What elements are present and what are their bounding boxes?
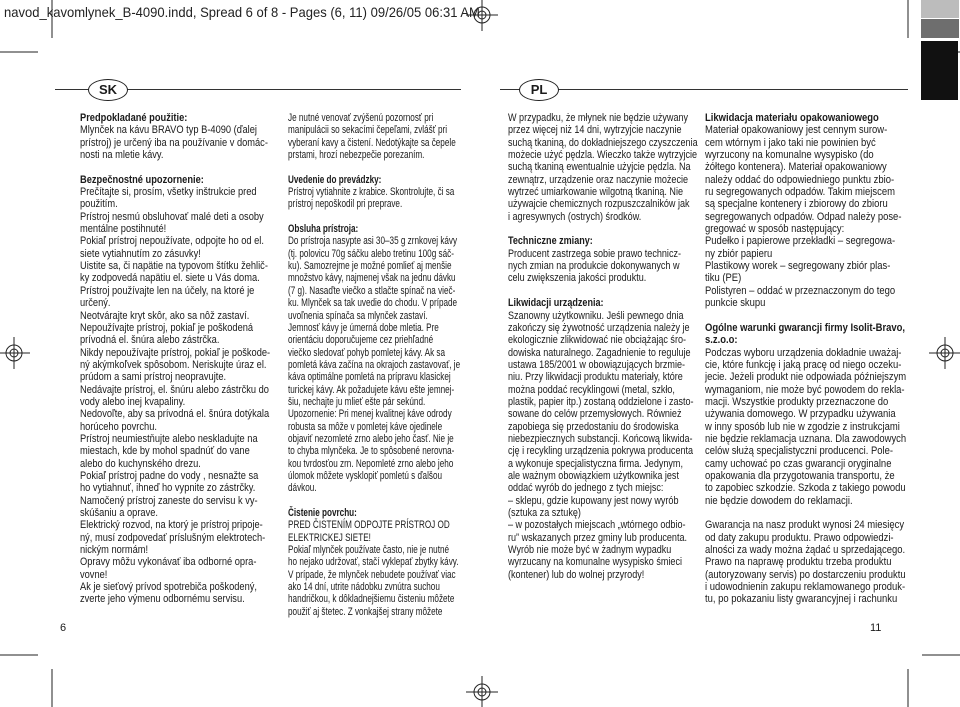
color-bar-mid-gray (921, 19, 959, 38)
text-line: Wyrób nie może być w żadnym wypadku (508, 544, 672, 557)
text-line: suchą tkaniną, do dokładniejszego czyszczenia (508, 136, 698, 149)
text-block (705, 322, 906, 507)
text-line: prúdom a sami prístroj neopravujte. (80, 371, 227, 384)
text-line: prístroj) je určený iba na používanie v domác- (80, 136, 268, 149)
text-line: Polistyren – oddać w przeznaczonym do tego (705, 284, 896, 297)
text-line: plastik, papier itp.) zostaną oddzielone i zasto- (508, 395, 694, 408)
text-line: Upozornenie: Pri menej kvalitnej káve odrody (288, 408, 452, 421)
section-heading: Likwidacji urządzenia: (508, 297, 604, 310)
text-line: przez więcej niż 14 dni, wytrzyjcie naczynie (508, 124, 682, 137)
text-line: ky zodpovedá napätiu el. siete u Vás doma. (80, 272, 260, 285)
text-line: należy oddać do odpowiedniego punktu zbio- (705, 173, 895, 186)
section-heading: Bezpečnostné upozornenie: (80, 173, 204, 186)
text-line: niu. Przy likwidacji produktu materiały, które (508, 371, 683, 384)
text-line: Gwarancja na nasz produkt wynosi 24 miesięcy (705, 519, 905, 532)
text-block (508, 297, 698, 581)
text-line: miestach, kde by mohol spadnúť do vane (80, 445, 250, 458)
header-rule-right (500, 89, 908, 90)
text-line: Je nutné venovať zvýšenú pozornosť pri (288, 112, 434, 124)
text-line: použiť aj štetec. Z vonkajšej strany môžete (288, 605, 443, 618)
text-line: Pudełko i papierowe przekładki – segregowa- (705, 235, 896, 248)
text-line: wymaganiom, nie może być powodem do rekla- (705, 383, 905, 396)
text-line: ale ważnym obowiązkiem użytkownika jest (508, 469, 679, 482)
text-line: určený. (80, 297, 111, 310)
text-line: ný, musí zodpovedať príslušným elektrotech- (80, 531, 266, 544)
text-line: oddać wyrób do jednego z tych miejsc: (508, 482, 664, 495)
text-block (288, 507, 460, 618)
text-line: zewnątrz, urządzenie oraz naczynie możecie (508, 173, 689, 186)
section-heading: Ogólne warunki gwarancji firmy Isolit-Bravo, (705, 321, 906, 334)
text-line: nickým normám! (80, 544, 149, 557)
text-line: Materiał opakowaniowy jest cennym surow- (705, 124, 888, 137)
text-line: Prístroj vytiahnite z krabice. Skontrolujte, či sa (288, 186, 455, 199)
page-number-left: 6 (60, 622, 67, 634)
text-line: – sklepu, gdzie kupowany jest nowy wyrób (508, 494, 679, 507)
text-block (288, 112, 460, 161)
text-line: camy uchować po czas gwarancji oryginalne (705, 457, 892, 470)
page-number-right: 11 (870, 622, 882, 634)
text-line: zverte jeho výmenu odbornému servisu. (80, 593, 245, 606)
text-line: horúceho povrchu. (80, 420, 157, 433)
text-line: Prawo na naprawę produktu trzeba produktu (705, 556, 892, 569)
text-line: siete vytiahnutím zo zásuvky! (80, 247, 201, 260)
text-line: prívodná el. šnúra alebo zástrčka. (80, 334, 220, 347)
color-bar-black (921, 41, 958, 100)
text-line: dávkou. (288, 482, 317, 495)
text-line: i udowodnienin zakupu reklamowanego produk- (705, 581, 906, 594)
text-line: są specjalne kontenery i zbiorowy do zbioru (705, 198, 888, 211)
text-line: prstami, hrozí nebezpečie porezaním. (288, 149, 425, 162)
text-block (288, 223, 460, 495)
registration-mark-left-icon (0, 337, 30, 369)
section-heading: s.z.o.o: (705, 334, 738, 347)
text-line: od daty zakupu produktu. Prawo odpowiedzi- (705, 531, 894, 544)
text-line: Nepoužívajte prístroj, pokiaľ je poškodená (80, 321, 254, 334)
text-line: wyrzucany na komunalne wysypisko śmieci (508, 556, 682, 569)
text-line: pomletá káva začína na okrajoch zastavovať, je (288, 358, 461, 371)
column-pl-1 (508, 112, 698, 583)
text-line: Producent zastrzega sobie prawo technicz- (508, 247, 682, 260)
registration-mark-right-icon (929, 337, 960, 369)
text-line: Neotvárajte kryt skôr, ako sa nôž zastaví. (80, 309, 250, 322)
text-line: Do prístroja nasypte asi 30–35 g zrnkovej kávy (288, 235, 458, 248)
text-line: PRED ČISTENÍM ODPOJTE PRÍSTROJ OD (288, 519, 450, 532)
text-line: vody alebo inej kvapaliny. (80, 395, 186, 408)
text-line: ustawa 185/2001 w obowiązujących brzmie- (508, 358, 686, 371)
text-line: to chyba mlynčeka. Je to spôsobené nerovna- (288, 445, 455, 458)
registration-mark-bottom-icon (466, 676, 498, 707)
text-line: úlomok môžete vysklopiť pomletú s ďalšou (288, 469, 443, 482)
text-line: V prípade, že mlynček nebudete používať viac (288, 568, 456, 581)
text-line: ho nejako udržovať, stačí vyklepať zbytky kávy. (288, 556, 459, 569)
text-line: W przypadku, że młynek nie będzie używany (508, 112, 689, 124)
text-line: wyrzucony na komunalne wysypisko (do (705, 149, 874, 162)
section-heading: Čistenie povrchu: (288, 507, 357, 519)
text-line: alności za wady można żądać u sprzedającego. (705, 544, 906, 557)
text-line: orientáciu doporučujeme cez priehľadné (288, 334, 434, 347)
text-line: nie będzie dowodem do reklamacji. (705, 494, 853, 507)
text-line: ru” wskazanych przez gminy lub producenta. (508, 531, 688, 544)
text-line: Nikdy nepoužívajte prístroj, pokiaľ je poškode- (80, 346, 271, 359)
text-line: i agresywnych (ostrych) środków. (508, 210, 642, 223)
color-bar-light-gray (921, 0, 959, 18)
text-line: zapobiega się przedostaniu do środowiska (508, 420, 679, 433)
text-line: opakowania dla przygotowania transportu, że (705, 469, 895, 482)
section-heading: Predpokladané použitie: (80, 112, 188, 124)
text-line: ELEKTRICKEJ SIETE! (288, 531, 371, 544)
text-line: używania domowego. W przypadku używania (705, 408, 896, 421)
column-text (705, 112, 906, 606)
text-line: množstvo kávy, najmenej však na jednu dávku (288, 272, 456, 285)
text-block (705, 112, 906, 310)
text-line: (sztuka za sztukę) (508, 507, 581, 519)
text-line: w inny sposób lub nie w zgodzie z instrukcjami (705, 420, 900, 433)
slug-line-container (4, 4, 480, 22)
text-line: ru segregowanych odpadów. Takim miejscem (705, 186, 895, 199)
section-heading: Likwidacja materiału opakowaniowego (705, 112, 879, 124)
text-line: segregowanych odpadów. Odpad należy pose- (705, 210, 902, 223)
text-line: niebezpiecznych substancji. Końcową likwida- (508, 432, 693, 445)
text-line: ku. Mlynček sa tak uvedie do chodu. V prípade (288, 297, 458, 310)
text-line: (autoryzowany servis) po dostarczeniu produktu (705, 568, 906, 581)
text-line: żółtego kontenera). Materiał opakowaniowy (705, 161, 887, 174)
text-line: nosti na mletie kávy. (80, 149, 164, 162)
text-line: objaviť nezomleté zrno alebo jeho časť. Nie je (288, 432, 454, 445)
text-line: uvoľnenia spínača sa mlynček zastaví. (288, 309, 428, 322)
text-line: zakończy się żywotność urządzenia należy je (508, 321, 690, 334)
text-line: sowane do celów przemysłowych. Również (508, 408, 682, 421)
text-line: káva optimálne pomletá na prípravu klasickej (288, 371, 451, 384)
column-text (80, 112, 270, 606)
text-line: handričkou, k dôkladnejšiemu čisteniu môžete (288, 593, 455, 606)
text-line: turickej kávy. Ak požadujete kávu ešte jemnej- (288, 383, 455, 396)
text-line: celów służą specjalistyczni producenci. Pole- (705, 445, 894, 458)
text-line: Uistite sa, či napätie na typovom štítku žehlič- (80, 260, 268, 273)
text-line: Szanowny użytkowniku. Jeśli pewnego dnia (508, 309, 684, 322)
text-line: použitím. (80, 198, 118, 211)
text-line: punkcie skupu (705, 297, 766, 310)
text-line: tiku (PE) (705, 272, 742, 285)
column-pl-2 (705, 112, 906, 607)
text-block (80, 112, 270, 161)
text-line: Nedávajte prístroj, el. šnúru alebo zástrčku do (80, 383, 269, 396)
text-line: vyberaní kavy a čistení. Nedotýkajte sa čepele (288, 136, 456, 149)
text-line: tu, po pokazaniu listy gwarancyjnej i rachunku (705, 593, 898, 606)
section-heading: Uvedenie do prevádzky: (288, 173, 382, 186)
text-line: Prečítajte si, prosím, všetky inštrukcie pred (80, 186, 257, 199)
text-line: Opravy môžu vykonávať iba odborné opra- (80, 556, 257, 569)
text-line: šiu, nechajte ju mlieť ešte pár sekúnd. (288, 395, 426, 408)
text-line: Pokiaľ prístroj padne do vody , nesnažte sa (80, 469, 259, 482)
text-block (80, 174, 270, 606)
text-line: Nedovoľte, aby sa prívodná el. šnúra dotýkala (80, 408, 270, 421)
text-line: cem wtórnym i jako taki nie powinien być (705, 136, 876, 149)
language-badge-pl: PL (519, 79, 559, 101)
text-line: celu zwiększenia jakości produktu. (508, 272, 647, 285)
text-line: a wykonuje specjalistyczna firma. Jedynym, (508, 457, 683, 470)
text-line: Ak je sieťový prívod spotrebiča poškodený, (80, 581, 257, 594)
text-block (288, 174, 460, 211)
text-line: alebo do kuchynského drezu. (80, 457, 201, 470)
text-line: nie będzie reklamacja uznana. Dla zawodowych (705, 432, 907, 445)
column-sk-2 (288, 112, 460, 620)
text-line: ekologicznie zlikwidować nie obciążając śro- (508, 334, 687, 347)
text-line: gregować w sposób następujący: (705, 223, 845, 236)
text-line: – w pozostałych miejscach „wtórnego odbio- (508, 519, 686, 532)
column-sk-1 (80, 112, 270, 607)
text-line: Pokiaľ mlynček používate často, nie je nutné (288, 544, 450, 557)
text-line: mentálne postihnuté! (80, 223, 167, 236)
text-line: ný akýmkoľvek spôsobom. Neriskujte úraz el. (80, 358, 267, 371)
text-line: to zapobiec szkodzie. Szkoda z takiego powodu (705, 482, 906, 495)
text-line: Jemnosť kávy je úmerná dobe mletia. Pre (288, 321, 439, 334)
text-line: ny zbiór papieru (705, 247, 773, 260)
text-line: Prístroj neumiestňujte alebo neskladujte na (80, 432, 258, 445)
text-line: manipulácii so sekacími čepeľami, zvlášť pri (288, 124, 448, 137)
slug-line: navod_kavomlynek_B-4090.indd, Spread 6 of 8 - Pages (6, 11) 09/26/05 06:31 AM (4, 4, 480, 20)
text-line: nych zmian na produkcie dokonywanych w (508, 260, 680, 273)
text-line: ako 14 dní, utrite nádobku zvnútra suchou (288, 581, 440, 594)
text-line: Elektrický rozvod, na ktorý je prístroj pripoje- (80, 519, 263, 532)
text-line: Plastikowy worek – segregowany zbiór plas- (705, 260, 891, 273)
text-line: (7 g). Nasaďte viečko a stlačte spínač na vieč- (288, 284, 456, 297)
text-line: ho vytiahnuť, ihneď ho vypnite zo zástrčky. (80, 482, 256, 495)
text-line: cie, które funkcję i jaką pracę od niego oczeku- (705, 358, 902, 371)
text-line: Podczas wyboru urządzenia dokładnie uważaj- (705, 346, 902, 359)
text-block (508, 235, 698, 284)
text-line: jecie. Jeżeli produkt nie odpowiada późniejszym (705, 371, 907, 384)
text-line: ku). Samozrejme je možné pomlieť aj menšie (288, 260, 452, 273)
text-line: (kontener) lub do wolnej przyrody! (508, 568, 645, 581)
text-line: można poddać recyklingowi (metal, szkło, (508, 383, 675, 396)
section-heading: Techniczne zmiany: (508, 235, 593, 248)
text-line: wytrzeć umiarkowanie wilgotną tkaniną. Nie (508, 186, 683, 199)
language-badge-sk: SK (88, 79, 128, 101)
text-line: używajcie chemicznych rozpuszczalników jak (508, 198, 690, 211)
text-line: skúšaniu a oprave. (80, 507, 158, 519)
text-line: cję i recykling urządzenia pokrywa producenta (508, 445, 694, 458)
text-line: suchą tkaniną ewentualnie użyjcie pędzla. Na (508, 161, 691, 174)
text-line: robusta sa môže v pomletej káve ojedinele (288, 420, 443, 433)
text-line: możecie użyć pędzla. Wieczko także wytrzyjcie (508, 149, 698, 162)
text-line: prístroj nepoškodil pri preprave. (288, 198, 403, 211)
text-line: vovne! (80, 568, 108, 581)
text-line: Prístroj používajte len na účely, na ktoré je (80, 284, 255, 297)
section-heading: Obsluha prístroja: (288, 223, 359, 236)
text-block (705, 519, 906, 605)
text-line: (tj. polovicu 70g sáčku alebo tretinu 100g sáč- (288, 247, 454, 260)
text-line: Prístroj nesmú obsluhovať malé deti a osoby (80, 210, 264, 223)
text-line: macji. Wszystkie produkty przeznaczone do (705, 395, 889, 408)
text-line: Namočený prístroj zaneste do servisu k vy- (80, 494, 258, 507)
column-text (508, 112, 698, 581)
text-line: Pokiaľ prístroj nepoužívate, odpojte ho od el. (80, 235, 264, 248)
text-line: Mlynček na kávu BRAVO typ B-4090 (ďalej (80, 124, 257, 137)
text-line: viečko sledovať pohyb pomletej kávy. Ak sa (288, 346, 446, 359)
column-text (288, 112, 460, 618)
text-line: dowiska naturalnego. Zagadnienie to reguluje (508, 346, 691, 359)
text-block (508, 112, 698, 223)
text-line: kou tvrdosťou zrn. Nepomleté zrno alebo jeho (288, 457, 454, 470)
